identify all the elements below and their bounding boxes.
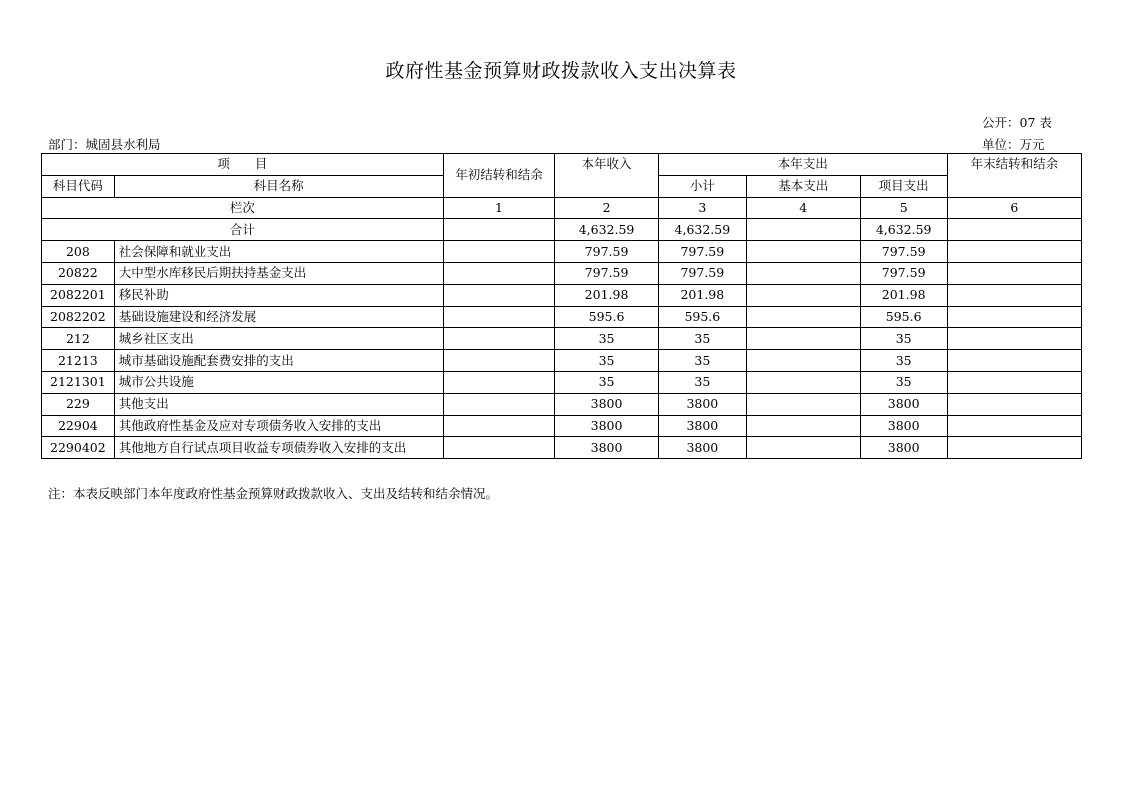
subject-name-cell: 基础设施建设和经济发展 xyxy=(114,306,443,328)
subtotal-cell: 595.6 xyxy=(658,306,746,328)
total-end-balance xyxy=(947,219,1081,241)
end-balance-cell xyxy=(947,328,1081,350)
subject-name-cell: 移民补助 xyxy=(114,284,443,306)
basic-expense-cell xyxy=(746,393,860,415)
table-row xyxy=(42,371,1082,393)
subject-code-cell: 2290402 xyxy=(42,437,115,459)
project-expense-cell: 3800 xyxy=(860,415,947,437)
end-balance-cell xyxy=(947,306,1081,328)
end-balance-cell xyxy=(947,350,1081,372)
total-income: 4,632.59 xyxy=(555,219,658,241)
end-balance-cell xyxy=(947,393,1081,415)
basic-expense-cell xyxy=(746,415,860,437)
subject-name-cell: 社会保障和就业支出 xyxy=(114,241,443,263)
income-cell: 35 xyxy=(555,371,658,393)
table-row xyxy=(42,284,1082,306)
table-row xyxy=(42,306,1082,328)
column-number-6: 6 xyxy=(947,197,1081,219)
header-basic-expense: 基本支出 xyxy=(746,175,860,197)
project-expense-cell: 797.59 xyxy=(860,241,947,263)
basic-expense-cell xyxy=(746,350,860,372)
end-balance-cell xyxy=(947,241,1081,263)
project-expense-cell: 201.98 xyxy=(860,284,947,306)
end-balance-cell xyxy=(947,415,1081,437)
table-row xyxy=(42,241,1082,263)
subject-name-cell: 城市公共设施 xyxy=(114,371,443,393)
table-row xyxy=(42,262,1082,284)
subtotal-cell: 3800 xyxy=(658,415,746,437)
basic-expense-cell xyxy=(746,437,860,459)
project-expense-cell: 35 xyxy=(860,350,947,372)
header-item: 项 目 xyxy=(42,154,444,176)
table-row xyxy=(42,328,1082,350)
subtotal-cell: 797.59 xyxy=(658,262,746,284)
basic-expense-cell xyxy=(746,241,860,263)
header-income: 本年收入 xyxy=(555,154,658,198)
income-cell: 3800 xyxy=(555,415,658,437)
project-expense-cell: 3800 xyxy=(860,393,947,415)
basic-expense-cell xyxy=(746,328,860,350)
total-label: 合计 xyxy=(42,219,444,241)
income-cell: 3800 xyxy=(555,437,658,459)
subtotal-cell: 35 xyxy=(658,350,746,372)
basic-expense-cell xyxy=(746,371,860,393)
budget-table xyxy=(41,153,1082,459)
subject-name-cell: 城乡社区支出 xyxy=(114,328,443,350)
total-subtotal: 4,632.59 xyxy=(658,219,746,241)
begin-balance-cell xyxy=(443,284,555,306)
end-balance-cell xyxy=(947,262,1081,284)
project-expense-cell: 3800 xyxy=(860,437,947,459)
subject-code-cell: 2082201 xyxy=(42,284,115,306)
header-row-1 xyxy=(42,154,1082,176)
begin-balance-cell xyxy=(443,371,555,393)
begin-balance-cell xyxy=(443,241,555,263)
column-number-label: 栏次 xyxy=(42,197,444,219)
subject-code-cell: 2121301 xyxy=(42,371,115,393)
department-label: 部门：城固县水利局 xyxy=(48,137,161,152)
column-number-1: 1 xyxy=(443,197,555,219)
income-cell: 35 xyxy=(555,350,658,372)
subject-code-cell: 229 xyxy=(42,393,115,415)
income-cell: 797.59 xyxy=(555,262,658,284)
public-table-number: 公开：07 表 xyxy=(982,115,1052,130)
page-title: 政府性基金预算财政拨款收入支出决算表 xyxy=(385,60,737,82)
income-cell: 595.6 xyxy=(555,306,658,328)
header-begin-balance: 年初结转和结余 xyxy=(443,154,555,198)
header-expense: 本年支出 xyxy=(658,154,947,176)
subtotal-cell: 3800 xyxy=(658,437,746,459)
begin-balance-cell xyxy=(443,437,555,459)
income-cell: 201.98 xyxy=(555,284,658,306)
subject-name-cell: 其他地方自行试点项目收益专项债券收入安排的支出 xyxy=(114,437,443,459)
column-number-5: 5 xyxy=(860,197,947,219)
project-expense-cell: 35 xyxy=(860,328,947,350)
basic-expense-cell xyxy=(746,284,860,306)
subject-name-cell: 大中型水库移民后期扶持基金支出 xyxy=(114,262,443,284)
unit-label: 单位：万元 xyxy=(982,137,1045,152)
begin-balance-cell xyxy=(443,306,555,328)
table-row xyxy=(42,350,1082,372)
header-subtotal: 小计 xyxy=(658,175,746,197)
subtotal-cell: 201.98 xyxy=(658,284,746,306)
income-cell: 3800 xyxy=(555,393,658,415)
end-balance-cell xyxy=(947,437,1081,459)
basic-expense-cell xyxy=(746,262,860,284)
header-project-expense: 项目支出 xyxy=(860,175,947,197)
project-expense-cell: 595.6 xyxy=(860,306,947,328)
begin-balance-cell xyxy=(443,328,555,350)
table-row xyxy=(42,393,1082,415)
column-number-4: 4 xyxy=(746,197,860,219)
income-cell: 797.59 xyxy=(555,241,658,263)
subject-code-cell: 212 xyxy=(42,328,115,350)
begin-balance-cell xyxy=(443,350,555,372)
header-subject-name: 科目名称 xyxy=(114,175,443,197)
header-subject-code: 科目代码 xyxy=(42,175,115,197)
income-cell: 35 xyxy=(555,328,658,350)
subtotal-cell: 35 xyxy=(658,328,746,350)
subtotal-cell: 35 xyxy=(658,371,746,393)
total-begin-balance xyxy=(443,219,555,241)
begin-balance-cell xyxy=(443,415,555,437)
column-number-3: 3 xyxy=(658,197,746,219)
subtotal-cell: 797.59 xyxy=(658,241,746,263)
end-balance-cell xyxy=(947,371,1081,393)
total-basic-expense xyxy=(746,219,860,241)
subtotal-cell: 3800 xyxy=(658,393,746,415)
table-row xyxy=(42,415,1082,437)
subject-code-cell: 208 xyxy=(42,241,115,263)
column-number-row xyxy=(42,197,1082,219)
subject-name-cell: 城市基础设施配套费安排的支出 xyxy=(114,350,443,372)
subject-name-cell: 其他政府性基金及应对专项债务收入安排的支出 xyxy=(114,415,443,437)
subject-code-cell: 21213 xyxy=(42,350,115,372)
header-end-balance: 年末结转和结余 xyxy=(947,154,1081,198)
project-expense-cell: 35 xyxy=(860,371,947,393)
subject-code-cell: 22904 xyxy=(42,415,115,437)
subject-code-cell: 2082202 xyxy=(42,306,115,328)
subject-name-cell: 其他支出 xyxy=(114,393,443,415)
end-balance-cell xyxy=(947,284,1081,306)
begin-balance-cell xyxy=(443,393,555,415)
table-row xyxy=(42,437,1082,459)
footnote: 注：本表反映部门本年度政府性基金预算财政拨款收入、支出及结转和结余情况。 xyxy=(48,486,499,501)
subject-code-cell: 20822 xyxy=(42,262,115,284)
begin-balance-cell xyxy=(443,262,555,284)
basic-expense-cell xyxy=(746,306,860,328)
total-row xyxy=(42,219,1082,241)
column-number-2: 2 xyxy=(555,197,658,219)
project-expense-cell: 797.59 xyxy=(860,262,947,284)
total-project-expense: 4,632.59 xyxy=(860,219,947,241)
